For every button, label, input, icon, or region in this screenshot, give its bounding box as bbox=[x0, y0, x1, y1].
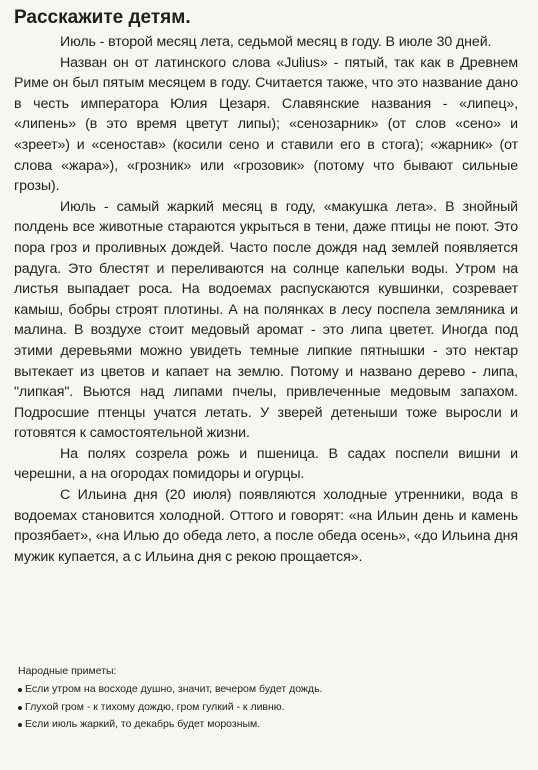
bullet-icon bbox=[18, 688, 22, 692]
folk-sign-text: Глухой гром - к тихому дождю, гром гулкий - к ливню. bbox=[25, 700, 285, 713]
list-item bbox=[18, 681, 518, 699]
bullet-icon bbox=[18, 706, 22, 710]
folk-signs-title: Народные приметы: bbox=[18, 665, 117, 677]
paragraph-name-origin: Назван он от латинского слова «Julius» - пятый, так как в Древнем Риме он был пятым месяцем в году. Считается также, что это название дано в честь императора Юлия Цезаря. Славянские названия - «липец», «липень» (в это время цветут липы); «сенозарник» (от слов «сено» и «зреет») и «сеностав» (косили сено и ставили его в стога); «жарник» (от слова «жара»), «грозник» или «грозовик» (потому что бывают сильные грозы). bbox=[14, 54, 518, 195]
paragraph-intro: Июль - второй месяц лета, седьмой месяц в году. В июле 30 дней. bbox=[60, 34, 492, 50]
folk-signs-list bbox=[18, 681, 518, 734]
paragraph-ilya-day: С Ильина дня (20 июля) появляются холодные утренники, вода в водоемах становится холодной. Оттого и говорят: «на Ильин день и камень прозябает», «на Илью до обеда лето, а после обеда осень», «до Ильина дня мужик купается, а с Ильина дня с рекою прощается». bbox=[14, 487, 518, 565]
paragraph-harvest: На полях созрела рожь и пшеница. В садах поспели вишни и черешни, а на огородах помидоры и огурцы. bbox=[14, 445, 518, 483]
paragraph-summer-nature: Июль - самый жаркий месяц в году, «макушка лета». В знойный полдень все животные стараются укрыться в тени, даже птицы не поют. Это пора гроз и проливных дождей. Часто после дождя над землей появляется радуга. Это блестят и переливаются на солнце капельки воды. Утром на листья выпадает роса. На водоемах распускаются кувшинки, созревает камыш, бобры строят плотины. А на полянках в лесу поспела земляника и малина. В воздухе стоит медовый аромат - это липа цветет. Иногда под этими деревьями можно увидеть темные липкие пятнышки - это нектар вытекает из цветов и капает на землю. Потому и названо дерево - липа, "липкая". Вьются над липами пчелы, привлеченные медовым запахом. Подросшие птенцы учатся летать. У зверей детеныши тоже выросли и готовятся к самостоятельной жизни. bbox=[14, 198, 518, 442]
page-title: Расскажите детям. bbox=[14, 7, 191, 28]
bullet-icon bbox=[18, 723, 22, 727]
folk-signs-section bbox=[18, 663, 518, 734]
list-item bbox=[18, 699, 518, 717]
folk-sign-text: Если июль жаркий, то декабрь будет морозным. bbox=[25, 718, 261, 730]
folk-sign-text: Если утром на восходе душно, значит, вечером будет дождь. bbox=[25, 683, 323, 695]
list-item bbox=[18, 716, 518, 734]
